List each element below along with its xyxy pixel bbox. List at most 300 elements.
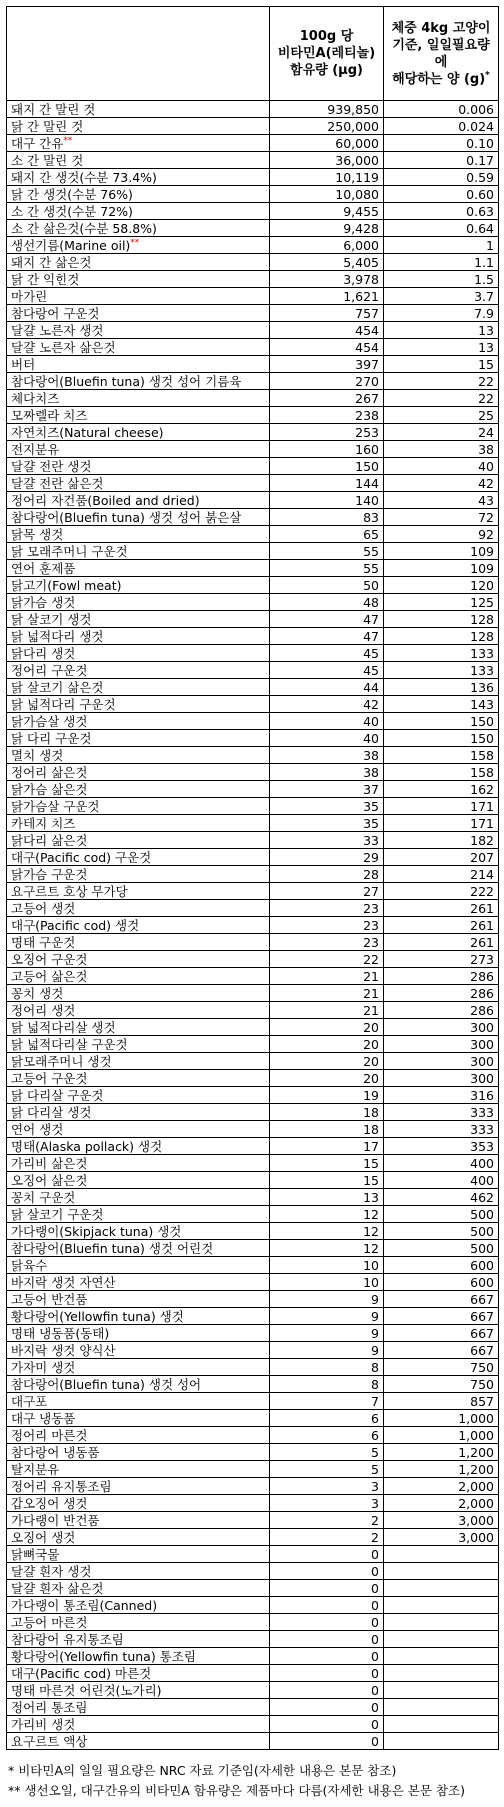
table-row <box>7 424 499 441</box>
table-row <box>7 441 499 458</box>
food-name: 닭 다리 구운것 <box>11 730 92 746</box>
vitamin-a-value: 12 <box>270 1240 384 1257</box>
daily-amount-value: 158 <box>384 764 499 781</box>
food-name-cell <box>7 441 270 458</box>
vitamin-a-value: 42 <box>270 696 384 713</box>
vitamin-a-value: 45 <box>270 645 384 662</box>
table-row <box>7 1614 499 1631</box>
food-name-cell <box>7 1325 270 1342</box>
vitamin-a-value: 250,000 <box>270 118 384 135</box>
daily-amount-value: 0.64 <box>384 220 499 237</box>
food-name-cell <box>7 424 270 441</box>
header-vitamin-a-content <box>270 7 384 101</box>
table-row <box>7 1563 499 1580</box>
daily-amount-value: 125 <box>384 594 499 611</box>
food-name-cell <box>7 781 270 798</box>
daily-amount-value: 2,000 <box>384 1478 499 1495</box>
food-name-cell <box>7 1206 270 1223</box>
food-name: 달걀 전란 생것 <box>11 458 92 474</box>
vitamin-a-value: 20 <box>270 1053 384 1070</box>
food-name: 닭 모래주머니 구운것 <box>11 543 128 559</box>
food-name: 닭 넓적다리 구운것 <box>11 696 116 712</box>
footnote-mark: ** <box>130 237 140 248</box>
daily-amount-value: 150 <box>384 730 499 747</box>
food-name-cell <box>7 1410 270 1427</box>
food-name-cell <box>7 118 270 135</box>
food-name: 꽁치 생것 <box>11 985 64 1001</box>
table-row <box>7 1274 499 1291</box>
vitamin-a-value: 150 <box>270 458 384 475</box>
vitamin-a-value: 21 <box>270 1002 384 1019</box>
food-name: 돼지 간 말린 것 <box>11 101 96 117</box>
vitamin-a-value: 0 <box>270 1563 384 1580</box>
food-name: 정어리 마른것 <box>11 1427 88 1443</box>
daily-amount-value <box>384 1699 499 1716</box>
table-row <box>7 1291 499 1308</box>
table-row <box>7 1308 499 1325</box>
table-row <box>7 696 499 713</box>
food-name: 꽁치 구운것 <box>11 1189 76 1205</box>
food-name: 명태 구운것 <box>11 934 76 950</box>
table-row <box>7 1138 499 1155</box>
table-row <box>7 866 499 883</box>
vitamin-a-table <box>6 6 499 1750</box>
table-row <box>7 1189 499 1206</box>
food-name-cell <box>7 1155 270 1172</box>
vitamin-a-value: 15 <box>270 1155 384 1172</box>
table-row <box>7 1223 499 1240</box>
food-name: 버터 <box>11 356 36 372</box>
table-row <box>7 1529 499 1546</box>
daily-amount-value: 667 <box>384 1325 499 1342</box>
daily-amount-value <box>384 1580 499 1597</box>
food-name: 생선기름(Marine oil) <box>11 237 131 253</box>
vitamin-a-value: 939,850 <box>270 101 384 118</box>
daily-amount-value: 109 <box>384 560 499 577</box>
daily-amount-value: 1,000 <box>384 1410 499 1427</box>
table-row <box>7 220 499 237</box>
table-row <box>7 1444 499 1461</box>
table-row <box>7 1155 499 1172</box>
food-name-cell <box>7 407 270 424</box>
food-name: 가리비 생것 <box>11 1716 76 1732</box>
daily-amount-value: 750 <box>384 1376 499 1393</box>
vitamin-a-value: 5,405 <box>270 254 384 271</box>
food-name-cell <box>7 747 270 764</box>
food-name-cell <box>7 1240 270 1257</box>
food-name: 달걀 노른자 삶은것 <box>11 339 116 355</box>
food-name: 닭가슴살 생것 <box>11 713 88 729</box>
vitamin-a-value: 2 <box>270 1529 384 1546</box>
header-col2-line2: 비타민A(레티놀) <box>277 46 376 61</box>
food-name: 가자미 생것 <box>11 1359 76 1375</box>
food-name: 참다랑어(Bluefin tuna) 생것 성어 기름육 <box>11 373 242 389</box>
food-name-cell <box>7 594 270 611</box>
food-name: 전지분유 <box>11 441 60 457</box>
vitamin-a-value: 0 <box>270 1648 384 1665</box>
table-row <box>7 1665 499 1682</box>
daily-amount-value: 273 <box>384 951 499 968</box>
food-name-cell <box>7 662 270 679</box>
food-name: 소 간 말린 것 <box>11 152 84 168</box>
daily-amount-value <box>384 1614 499 1631</box>
header-food-name <box>7 7 270 101</box>
table-row <box>7 832 499 849</box>
vitamin-a-value: 5 <box>270 1461 384 1478</box>
daily-amount-value: 13 <box>384 339 499 356</box>
vitamin-a-value: 5 <box>270 1444 384 1461</box>
daily-amount-value: 2,000 <box>384 1495 499 1512</box>
vitamin-a-value: 19 <box>270 1087 384 1104</box>
vitamin-a-value: 0 <box>270 1631 384 1648</box>
table-row <box>7 169 499 186</box>
food-name-cell <box>7 1648 270 1665</box>
table-row <box>7 611 499 628</box>
daily-amount-value: 7.9 <box>384 305 499 322</box>
vitamin-a-value: 8 <box>270 1376 384 1393</box>
vitamin-a-value: 40 <box>270 730 384 747</box>
table-row <box>7 509 499 526</box>
daily-amount-value: 162 <box>384 781 499 798</box>
table-row <box>7 934 499 951</box>
daily-amount-value: 92 <box>384 526 499 543</box>
vitamin-a-value: 35 <box>270 798 384 815</box>
food-name: 정어리 삶은것 <box>11 764 88 780</box>
header-col3-line1: 체중 4kg 고양이 <box>391 20 491 36</box>
food-name-cell <box>7 1631 270 1648</box>
food-name: 닭가슴 생것 <box>11 594 76 610</box>
table-row <box>7 1716 499 1733</box>
vitamin-a-value: 9 <box>270 1291 384 1308</box>
vitamin-a-value: 9,455 <box>270 203 384 220</box>
food-name-cell <box>7 1172 270 1189</box>
table-row <box>7 1546 499 1563</box>
daily-amount-value <box>384 1546 499 1563</box>
food-name: 가다랭이 통조림(Canned) <box>11 1597 158 1613</box>
vitamin-a-value: 83 <box>270 509 384 526</box>
daily-amount-value: 222 <box>384 883 499 900</box>
table-row <box>7 373 499 390</box>
vitamin-a-value: 757 <box>270 305 384 322</box>
food-name-cell <box>7 101 270 118</box>
vitamin-a-value: 454 <box>270 322 384 339</box>
vitamin-a-value: 10,119 <box>270 169 384 186</box>
table-row <box>7 1495 499 1512</box>
vitamin-a-value: 267 <box>270 390 384 407</box>
food-name: 정어리 유지통조림 <box>11 1478 112 1494</box>
daily-amount-value: 286 <box>384 1002 499 1019</box>
daily-amount-value: 857 <box>384 1393 499 1410</box>
vitamin-a-value: 18 <box>270 1104 384 1121</box>
table-row <box>7 1087 499 1104</box>
food-name: 바지락 생것 자연산 <box>11 1274 116 1290</box>
daily-amount-value: 38 <box>384 441 499 458</box>
table-row <box>7 1053 499 1070</box>
daily-amount-value: 286 <box>384 985 499 1002</box>
food-name: 소 간 삶은것(수분 58.8%) <box>11 220 157 236</box>
table-row <box>7 577 499 594</box>
food-name-cell <box>7 390 270 407</box>
food-name: 명태 마른것 어린것(노가리) <box>11 1682 162 1698</box>
food-name: 대구(Pacific cod) 구운것 <box>11 849 152 865</box>
food-name: 갑오징어 생것 <box>11 1495 88 1511</box>
footnote-mark: ** <box>63 135 73 146</box>
daily-amount-value: 24 <box>384 424 499 441</box>
daily-amount-value: 500 <box>384 1240 499 1257</box>
daily-amount-value: 150 <box>384 713 499 730</box>
table-row <box>7 543 499 560</box>
vitamin-a-value: 10 <box>270 1257 384 1274</box>
header-daily-amount <box>384 7 499 101</box>
food-name-cell <box>7 1733 270 1750</box>
vitamin-a-value: 44 <box>270 679 384 696</box>
food-name-cell <box>7 985 270 1002</box>
vitamin-a-value: 21 <box>270 985 384 1002</box>
table-row <box>7 1699 499 1716</box>
food-name: 닭 넓적다리살 생것 <box>11 1019 116 1035</box>
food-name-cell <box>7 1291 270 1308</box>
food-name: 명태 냉동품(동태) <box>11 1325 110 1341</box>
vitamin-a-value: 12 <box>270 1206 384 1223</box>
vitamin-a-value: 9 <box>270 1325 384 1342</box>
vitamin-a-value: 2 <box>270 1512 384 1529</box>
table-row <box>7 339 499 356</box>
food-name-cell <box>7 492 270 509</box>
food-name: 가리비 삶은것 <box>11 1155 88 1171</box>
daily-amount-value <box>384 1716 499 1733</box>
table-row <box>7 322 499 339</box>
food-name-cell <box>7 186 270 203</box>
daily-amount-value: 3,000 <box>384 1529 499 1546</box>
table-row <box>7 135 499 152</box>
table-row <box>7 628 499 645</box>
daily-amount-value: 136 <box>384 679 499 696</box>
food-name: 고등어 생것 <box>11 900 76 916</box>
table-body <box>7 101 499 1750</box>
daily-amount-value: 158 <box>384 747 499 764</box>
table-row <box>7 1121 499 1138</box>
vitamin-a-value: 6 <box>270 1427 384 1444</box>
vitamin-a-value: 6 <box>270 1410 384 1427</box>
daily-amount-value: 0.10 <box>384 135 499 152</box>
daily-amount-value: 133 <box>384 645 499 662</box>
food-name-cell <box>7 679 270 696</box>
table-row <box>7 781 499 798</box>
table-row <box>7 662 499 679</box>
daily-amount-value: 40 <box>384 458 499 475</box>
vitamin-a-value: 29 <box>270 849 384 866</box>
table-row <box>7 390 499 407</box>
food-name: 대구(Pacific cod) 생것 <box>11 917 140 933</box>
table-row <box>7 1580 499 1597</box>
table-row <box>7 186 499 203</box>
table-row <box>7 917 499 934</box>
vitamin-a-value: 47 <box>270 628 384 645</box>
food-name-cell <box>7 1087 270 1104</box>
daily-amount-value: 207 <box>384 849 499 866</box>
daily-amount-value: 109 <box>384 543 499 560</box>
food-name-cell <box>7 917 270 934</box>
food-name-cell <box>7 1682 270 1699</box>
food-name: 돼지 간 생것(수분 73.4%) <box>11 169 157 185</box>
header-footnote-mark: * <box>485 70 490 81</box>
food-name: 참다랑어(Bluefin tuna) 생것 성어 붉은살 <box>11 509 242 525</box>
food-name-cell <box>7 1393 270 1410</box>
daily-amount-value: 316 <box>384 1087 499 1104</box>
food-name: 명태(Alaska pollack) 생것 <box>11 1138 163 1154</box>
food-name-cell <box>7 1121 270 1138</box>
food-name-cell <box>7 254 270 271</box>
food-name-cell <box>7 152 270 169</box>
food-name: 달걀 노른자 생것 <box>11 322 104 338</box>
food-name-cell <box>7 1597 270 1614</box>
food-name: 닭가슴 삶은것 <box>11 781 88 797</box>
table-row <box>7 458 499 475</box>
vitamin-a-value: 3,978 <box>270 271 384 288</box>
vitamin-a-value: 27 <box>270 883 384 900</box>
food-name: 마가린 <box>11 288 48 304</box>
food-name: 참다랑어(Bluefin tuna) 생것 어린것 <box>11 1240 214 1256</box>
food-name: 고등어 반건품 <box>11 1291 88 1307</box>
vitamin-a-value: 23 <box>270 900 384 917</box>
table-row <box>7 1104 499 1121</box>
food-name: 모짜렐라 치즈 <box>11 407 88 423</box>
food-name: 요구르트 호상 무가당 <box>11 883 128 899</box>
daily-amount-value <box>384 1733 499 1750</box>
food-name-cell <box>7 968 270 985</box>
vitamin-a-value: 20 <box>270 1036 384 1053</box>
daily-amount-value: 128 <box>384 611 499 628</box>
table-row <box>7 730 499 747</box>
food-name-cell <box>7 951 270 968</box>
vitamin-a-value: 40 <box>270 713 384 730</box>
food-name: 달걀 흰자 삶은것 <box>11 1580 104 1596</box>
vitamin-a-value: 397 <box>270 356 384 373</box>
vitamin-a-value: 22 <box>270 951 384 968</box>
daily-amount-value: 286 <box>384 968 499 985</box>
table-row <box>7 152 499 169</box>
vitamin-a-value: 160 <box>270 441 384 458</box>
table-row <box>7 1257 499 1274</box>
daily-amount-value: 400 <box>384 1155 499 1172</box>
food-name-cell <box>7 849 270 866</box>
food-name-cell <box>7 1699 270 1716</box>
vitamin-a-value: 140 <box>270 492 384 509</box>
vitamin-a-value: 8 <box>270 1359 384 1376</box>
table-row <box>7 356 499 373</box>
food-name-cell <box>7 1495 270 1512</box>
daily-amount-value: 261 <box>384 934 499 951</box>
vitamin-a-value: 6,000 <box>270 237 384 254</box>
daily-amount-value: 13 <box>384 322 499 339</box>
daily-amount-value: 1.5 <box>384 271 499 288</box>
vitamin-a-value: 60,000 <box>270 135 384 152</box>
food-name-cell <box>7 305 270 322</box>
table-row <box>7 1427 499 1444</box>
food-name: 가다랭이 반건품 <box>11 1512 100 1528</box>
table-row <box>7 1325 499 1342</box>
table-row <box>7 254 499 271</box>
food-name-cell <box>7 934 270 951</box>
daily-amount-value: 261 <box>384 900 499 917</box>
table-row <box>7 1410 499 1427</box>
vitamin-a-value: 253 <box>270 424 384 441</box>
food-name-cell <box>7 645 270 662</box>
food-name: 오징어 생것 <box>11 1529 76 1545</box>
food-name-cell <box>7 1546 270 1563</box>
food-name: 닭모래주머니 생것 <box>11 1053 112 1069</box>
daily-amount-value: 22 <box>384 373 499 390</box>
vitamin-a-value: 9 <box>270 1308 384 1325</box>
table-row <box>7 475 499 492</box>
table-row <box>7 1240 499 1257</box>
daily-amount-value: 667 <box>384 1291 499 1308</box>
daily-amount-value: 171 <box>384 815 499 832</box>
daily-amount-value: 1.1 <box>384 254 499 271</box>
food-name-cell <box>7 1070 270 1087</box>
vitamin-a-value: 0 <box>270 1699 384 1716</box>
food-name-cell <box>7 1342 270 1359</box>
food-name-cell <box>7 1444 270 1461</box>
food-name: 닭고기(Fowl meat) <box>11 577 122 593</box>
vitamin-a-value: 38 <box>270 747 384 764</box>
food-name-cell <box>7 900 270 917</box>
food-name-cell <box>7 577 270 594</box>
table-row <box>7 407 499 424</box>
food-name-cell <box>7 866 270 883</box>
vitamin-a-value: 45 <box>270 662 384 679</box>
food-name: 참다랑어 냉동품 <box>11 1444 100 1460</box>
food-name-cell <box>7 322 270 339</box>
daily-amount-value: 0.17 <box>384 152 499 169</box>
table-row <box>7 305 499 322</box>
table-row <box>7 1359 499 1376</box>
food-name: 정어리 자건품(Boiled and dried) <box>11 492 200 508</box>
food-name-cell <box>7 730 270 747</box>
table-row <box>7 1002 499 1019</box>
table-row <box>7 883 499 900</box>
food-name: 대구 간유 <box>11 135 64 151</box>
table-row <box>7 1512 499 1529</box>
food-name: 참다랑어 구운것 <box>11 305 100 321</box>
food-name-cell <box>7 815 270 832</box>
food-name-cell <box>7 1478 270 1495</box>
food-name-cell <box>7 1461 270 1478</box>
food-name: 닭목 생것 <box>11 526 64 542</box>
food-name-cell <box>7 1529 270 1546</box>
daily-amount-value <box>384 1597 499 1614</box>
vitamin-a-value: 37 <box>270 781 384 798</box>
food-name-cell <box>7 1053 270 1070</box>
food-name-cell <box>7 1563 270 1580</box>
table-row <box>7 1631 499 1648</box>
vitamin-a-value: 17 <box>270 1138 384 1155</box>
daily-amount-value <box>384 1563 499 1580</box>
daily-amount-value: 1,200 <box>384 1444 499 1461</box>
table-row <box>7 679 499 696</box>
food-name: 바지락 생것 양식산 <box>11 1342 116 1358</box>
food-name-cell <box>7 1189 270 1206</box>
food-name-cell <box>7 628 270 645</box>
food-name: 닭 살코기 생것 <box>11 611 92 627</box>
food-name-cell <box>7 1019 270 1036</box>
vitamin-a-value: 10 <box>270 1274 384 1291</box>
vitamin-a-value: 1,621 <box>270 288 384 305</box>
header-col3-line2: 기준, 일일필요량에 <box>392 37 490 70</box>
daily-amount-value: 3.7 <box>384 288 499 305</box>
food-name: 닭다리 생것 <box>11 645 76 661</box>
vitamin-a-value: 238 <box>270 407 384 424</box>
